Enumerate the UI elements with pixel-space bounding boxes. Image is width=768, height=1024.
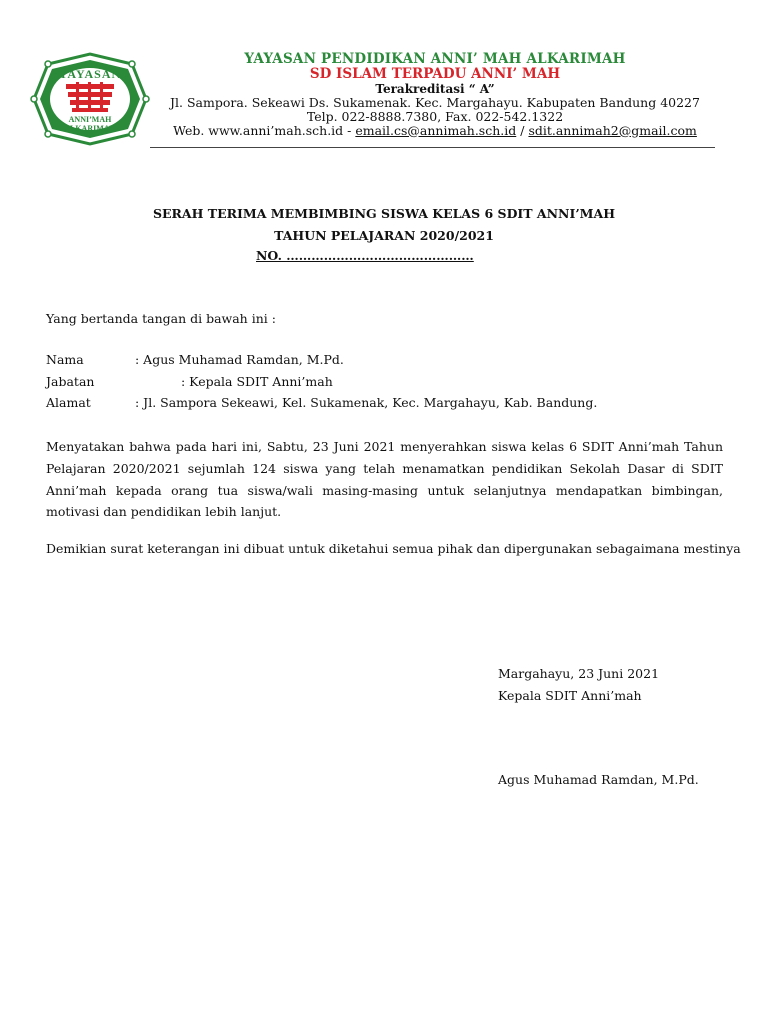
identity-label: Jabatan [46,374,95,389]
email-link-2[interactable]: sdit.annimah2@gmail.com [528,122,697,138]
identity-label: Nama [46,352,84,367]
intro-text: Yang bertanda tangan di bawah ini : [46,311,276,326]
school-phone: Telp. 022-8888.7380, Fax. 022-542.1322 [306,108,564,124]
school-logo [28,50,152,148]
statement-paragraph: Menyatakan bahwa pada hari ini, Sabtu, 23 Juni 2021 menyerahkan siswa kelas 6 SDIT Anni’mah Tahun Pelajaran 2020/2021 sejumlah 124 siswa yang telah menamatkan pendidikan Sekolah Dasar di SDIT Anni’mah kepada orang tua siswa/wali masing-masing untuk selanjutnya mendapatkan bimbingan, motivasi dan pendidikan lebih lanjut. [46,439,723,520]
school-name: SD ISLAM TERPADU ANNI’ MAH [309,66,561,82]
document-subtitle: TAHUN PELAJARAN 2020/2021 [274,228,494,243]
document-number: NO. ……………………………………… [256,248,474,263]
foundation-name: YAYASAN PENDIDIKAN ANNI’ MAH ALKARIMAH [244,51,626,67]
accreditation: Terakreditasi “ A” [375,82,495,96]
school-address: Jl. Sampora. Sekeawi Ds. Sukamenak. Kec. Margahayu. Kabupaten Bandung 40227 [170,95,700,110]
logo-bottom-text-1: ANNI’MAH [68,115,112,124]
signatory-name: Agus Muhamad Ramdan, M.Pd. [498,772,699,787]
signature-place-date: Margahayu, 23 Juni 2021 [498,666,660,681]
logo-bottom-text-2: ALKARIMAH [64,124,116,133]
identity-value: : Kepala SDIT Anni’mah [181,374,333,389]
identity-value: : Jl. Sampora Sekeawi, Kel. Sukamenak, Kec. Margahayu, Kab. Bandung. [135,395,598,410]
identity-value: : Agus Muhamad Ramdan, M.Pd. [135,352,344,367]
signature-position: Kepala SDIT Anni’mah [498,688,642,703]
document-title: SERAH TERIMA MEMBIMBING SISWA KELAS 6 SDIT ANNI’MAH [152,206,616,221]
letterhead [150,52,720,137]
web-address: Web. www.anni’mah.sch.id - [173,122,356,138]
identity-label: Alamat [46,395,91,410]
logo-top-text: YAYASAN [58,67,122,81]
email-separator: / [516,122,529,138]
school-web-line [150,124,720,138]
letterhead-divider [150,147,715,148]
closing-paragraph: Demikian surat keterangan ini dibuat untuk diketahui semua pihak dan dipergunakan sebagaimana mestinya [46,541,741,556]
email-link-1[interactable]: email.cs@annimah.sch.id [355,122,517,138]
